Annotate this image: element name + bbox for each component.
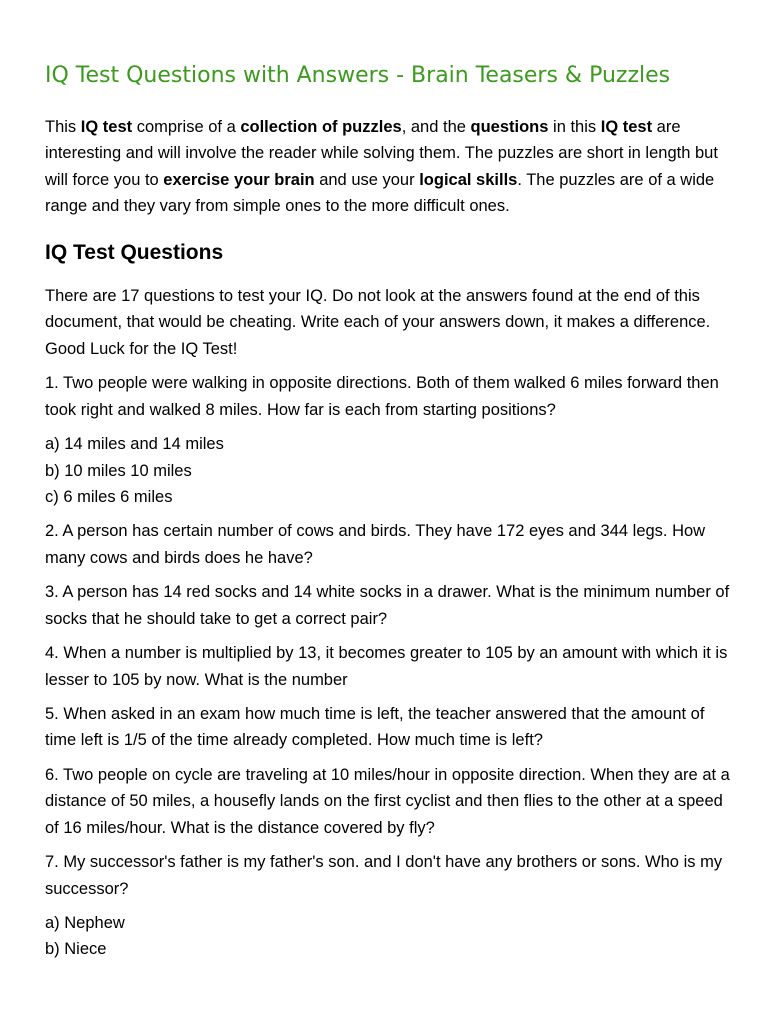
answer-options bbox=[45, 431, 735, 510]
intro-bold-text: IQ test bbox=[600, 118, 653, 136]
answer-option: a) 14 miles and 14 miles bbox=[45, 435, 224, 454]
intro-bold-text: questions bbox=[470, 118, 549, 136]
answer-options bbox=[45, 910, 735, 963]
question-text: 3. A person has 14 red socks and 14 white socks in a drawer. What is the minimum number of socks that he should take to get a correct pair? bbox=[45, 583, 730, 628]
intro-bold-text: logical skills bbox=[419, 170, 518, 189]
questions-list bbox=[45, 370, 735, 962]
intro-bold-text: exercise your brain bbox=[163, 170, 315, 189]
instructions-paragraph: There are 17 questions to test your IQ. Do not look at the answers found at the end of this document, that would be cheating. Write each of your answers down, it makes a difference. Good Luck for the IQ Test! bbox=[45, 287, 711, 358]
intro-text: This bbox=[45, 118, 81, 136]
question-text: 1. Two people were walking in opposite directions. Both of them walked 6 miles forward then took right and walked 8 miles. How far is each from starting positions? bbox=[45, 374, 719, 419]
intro-text: in this bbox=[548, 118, 601, 136]
intro-text: , and the bbox=[401, 118, 471, 136]
question-text: 6. Two people on cycle are traveling at 10 miles/hour in opposite direction. When they are at a distance of 50 miles, a housefly lands on the first cyclist and then flies to the other at a speed of 16 miles/hour. What is the distance covered by fly? bbox=[45, 766, 730, 837]
intro-text: and use your bbox=[314, 170, 420, 189]
question-text: 2. A person has certain number of cows and birds. They have 172 eyes and 344 legs. How many cows and birds does he have? bbox=[45, 522, 706, 567]
intro-text: are interesting and will involve the reader while solving them. The puzzles are short in length but will force you to bbox=[45, 118, 718, 189]
document-title: IQ Test Questions with Answers - Brain Teasers & Puzzles bbox=[45, 63, 671, 88]
question-text: 5. When asked in an exam how much time is left, the teacher answered that the amount of time left is 1/5 of the time already completed. How much time is left? bbox=[45, 705, 705, 750]
answer-option: b) Niece bbox=[45, 940, 107, 959]
intro-paragraph bbox=[45, 114, 735, 219]
intro-bold-text: collection of puzzles bbox=[240, 118, 402, 136]
answer-option: c) 6 miles 6 miles bbox=[45, 487, 173, 506]
question-text: 7. My successor's father is my father's son. and I don't have any brothers or sons. Who is my successor? bbox=[45, 853, 723, 898]
intro-text: . The puzzles are of a wide range and they vary from simple ones to the more difficult ones. bbox=[45, 170, 715, 215]
intro-text: comprise of a bbox=[132, 118, 241, 136]
section-heading: IQ Test Questions bbox=[45, 241, 224, 265]
intro-bold-text: IQ test bbox=[80, 118, 133, 136]
answer-option: b) 10 miles 10 miles bbox=[45, 461, 192, 480]
question-text: 4. When a number is multiplied by 13, it becomes greater to 105 by an amount with which it is lesser to 105 by now. What is the number bbox=[45, 644, 728, 689]
answer-option: a) Nephew bbox=[45, 914, 125, 933]
document-page bbox=[45, 62, 735, 971]
